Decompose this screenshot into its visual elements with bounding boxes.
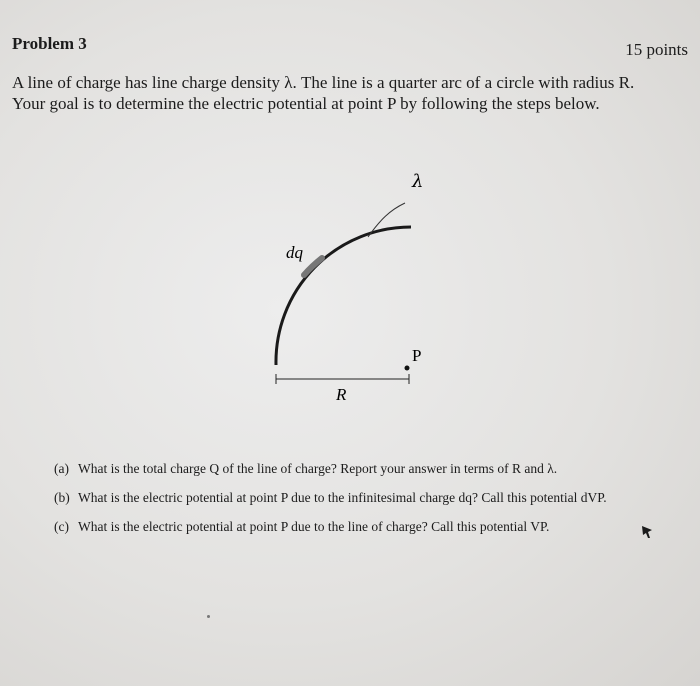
question-a (54, 460, 664, 477)
lambda-label: λ (412, 171, 424, 192)
question-b-label: (b) (54, 490, 70, 505)
quarter-arc-figure (240, 160, 440, 410)
intro-line-2: Your goal is to determine the electric potential at point P by following the steps below. (12, 94, 600, 113)
p-label: P (412, 346, 422, 365)
dq-segment (304, 258, 322, 275)
question-a-text: What is the total charge Q of the line of charge? Report your answer in terms of R and λ. (78, 461, 558, 476)
question-list (54, 460, 664, 547)
r-label: R (336, 385, 347, 404)
question-c (54, 518, 664, 535)
question-c-label: (c) (54, 519, 69, 534)
problem-title: Problem 3 (12, 34, 87, 53)
intro-line-1: A line of charge has line charge density λ. The line is a quarter arc of a circle with radius R. (12, 73, 635, 92)
speck (207, 615, 210, 618)
question-c-text: What is the electric potential at point P due to the line of charge? Call this potential VP. (78, 519, 550, 534)
mouse-pointer-icon (640, 524, 654, 540)
question-a-label: (a) (54, 461, 69, 476)
problem-intro (12, 72, 692, 114)
question-b (54, 489, 664, 506)
dq-label: dq (286, 243, 303, 262)
point-p (405, 366, 410, 371)
question-b-text: What is the electric potential at point P due to the infinitesimal charge dq? Call this potential dVP. (78, 490, 607, 505)
points-label: 15 points (625, 40, 688, 59)
